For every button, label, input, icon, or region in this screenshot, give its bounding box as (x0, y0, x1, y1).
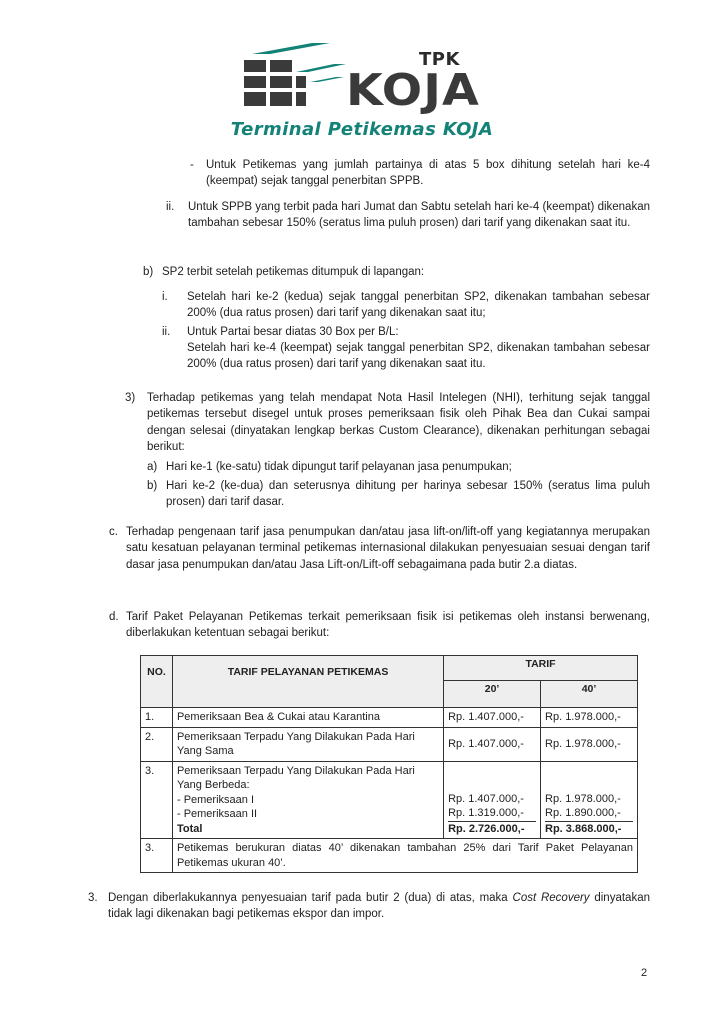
logo-koja-text: KOJA (346, 65, 480, 116)
row3-tarif-40 (541, 761, 638, 839)
row3-total-label: Total (176, 822, 203, 835)
dash-marker: - (190, 159, 194, 171)
n3-text-after: dinyatakan tidak lagi dikenakan bagi petikemas ekspor dan impor. (108, 892, 650, 921)
table-row (141, 727, 638, 761)
table-row (141, 839, 638, 873)
row-tarif-20: Rp. 1.407.000,- (444, 708, 541, 728)
logo-tpk-text: TPK (419, 49, 460, 70)
table-row (141, 708, 638, 728)
logo-subtitle: Terminal Petikemas KOJA (230, 119, 494, 140)
header-no: NO. (141, 656, 173, 708)
row-no: 2. (141, 727, 173, 761)
b-text: SP2 terbit setelah petikemas ditumpuk di lapangan: (162, 266, 425, 278)
table-row (141, 761, 638, 839)
header-tarif: TARIF (444, 656, 638, 681)
row-desc (172, 761, 443, 839)
header-size-20: 20’ (444, 681, 541, 708)
p3a-marker: a) (147, 461, 158, 473)
ii-text: Untuk SPPB yang terbit pada hari Jumat dan Sabtu setelah hari ke-4 (keempat) dikenakan tambahan sebesar 150% (seratus lima puluh prosen) dari tarif yang dikenakan saat itu. (188, 201, 650, 230)
c-text: Terhadap pengenaan tarif jasa penumpukan dan/atau jasa lift-on/lift-off yang kegiatannya merupakan satu kesatuan pelayanan terminal petikemas internasional dilakukan penyesuaian sesuai dengan tarif dasar jasa penumpukan dan/atau Jasa Lift-on/Lift-off sebagaimana pada butir 2.a diatas. (126, 526, 650, 571)
p3-text: Terhadap petikemas yang telah mendapat Nota Hasil Intelegen (NHI), terhitung sejak tanggal petikemas tersebut disegel untuk proses pemeriksaan fisik oleh Pihak Bea dan Cukai sampai dengan selesai (dinyatakan lengkap berkas Custom Clearance), dikenakan perhitungan sebagai berikut: (147, 392, 650, 453)
row3-sub2-20: Rp. 1.319.000,- (448, 806, 536, 822)
c-marker: c. (109, 526, 118, 538)
b-ii-marker: ii. (162, 326, 171, 338)
row3-desc: Pemeriksaan Terpadu Yang Dilakukan Pada Hari Yang Berbeda: (176, 764, 415, 792)
p3b-text: Hari ke-2 (ke-dua) dan seterusnya dihitung per harinya sebesar 150% (seratus lima puluh prosen) dari tarif dasar. (166, 480, 650, 509)
row-no: 3. (141, 761, 173, 839)
row3-sub1: - Pemeriksaan I (176, 793, 254, 806)
dash-item-text: Untuk Petikemas yang jumlah partainya di atas 5 box dihitung setelah hari ke-4 (keempat) sejak tanggal penerbitan SPPB. (206, 159, 650, 188)
row3-sub2-40: Rp. 1.890.000,- (545, 806, 633, 822)
p3b-marker: b) (147, 480, 158, 492)
logo-container-stack-icon (244, 60, 306, 106)
n3-text (108, 890, 650, 923)
row-tarif-40: Rp. 1.978.000,- (541, 708, 638, 728)
n3-text-italic: Cost Recovery (512, 892, 590, 904)
row3-total-40: Rp. 3.868.000,- (545, 822, 622, 835)
tarif-table (140, 655, 638, 873)
row-tarif-40: Rp. 1.978.000,- (541, 727, 638, 761)
b-i-text: Setelah hari ke-2 (kedua) sejak tanggal penerbitan SP2, dikenakan tambahan sebesar 200% (dua ratus prosen) dari tarif yang dikenakan saat itu; (187, 291, 650, 320)
p3a-text: Hari ke-1 (ke-satu) tidak dipungut tarif pelayanan jasa penumpukan; (166, 461, 512, 473)
row-tarif-20: Rp. 1.407.000,- (444, 727, 541, 761)
n3-text-before: Dengan diberlakukannya penyesuaian tarif pada butir 2 (dua) di atas, maka (108, 892, 513, 904)
n3-marker: 3. (88, 892, 98, 904)
page-number: 2 (641, 967, 648, 979)
row3-sub1-20: Rp. 1.407.000,- (448, 792, 524, 805)
p3-marker: 3) (125, 392, 136, 404)
row-desc: Pemeriksaan Bea & Cukai atau Karantina (172, 708, 443, 728)
row3-sub1-40: Rp. 1.978.000,- (545, 792, 621, 805)
d-text: Tarif Paket Pelayanan Petikemas terkait pemeriksaan fisik isi petikemas oleh instansi berwenang, diberlakukan ketentuan sebagai berikut: (126, 611, 650, 640)
b-i-marker: i. (162, 291, 168, 303)
row3-sub2: - Pemeriksaan II (176, 808, 258, 821)
ii-marker: ii. (166, 201, 175, 213)
row3-total-20: Rp. 2.726.000,- (448, 822, 525, 835)
row-no: 3. (141, 839, 173, 873)
d-marker: d. (109, 611, 119, 623)
row-desc: Pemeriksaan Terpadu Yang Dilakukan Pada Hari Yang Sama (172, 727, 443, 761)
b-ii-line1: Untuk Partai besar diatas 30 Box per B/L: (187, 326, 399, 338)
row3-tarif-20 (444, 761, 541, 839)
header-service: TARIF PELAYANAN PETIKEMAS (172, 656, 443, 708)
header-size-40: 40’ (541, 681, 638, 708)
row4-desc: Petikemas berukuran diatas 40’ dikenakan tambahan 25% dari Tarif Paket Pelayanan Petikemas ukuran 40’. (172, 839, 637, 873)
b-marker: b) (143, 266, 154, 278)
b-ii-line2: Setelah hari ke-4 (keempat) sejak tanggal penerbitan SP2, dikenakan tambahan sebesar 200% (dua ratus prosen) dari tarif yang dikenakan saat itu. (187, 342, 650, 371)
row-no: 1. (141, 708, 173, 728)
